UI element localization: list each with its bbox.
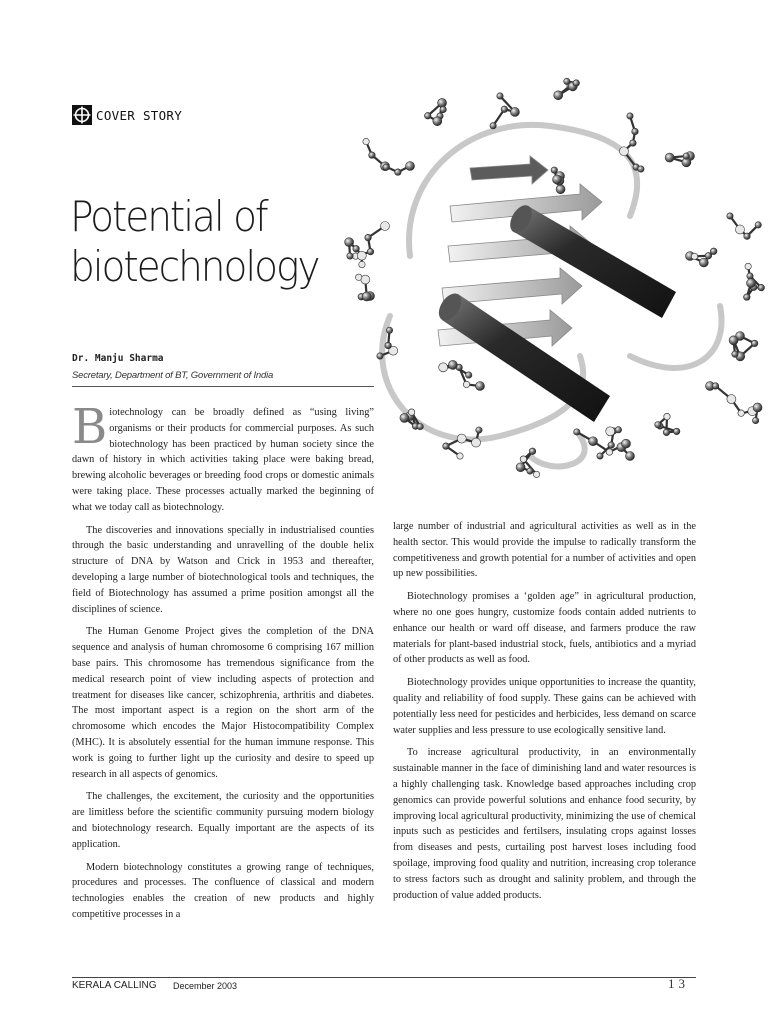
section-label: COVER STORY xyxy=(96,107,183,123)
author-title: Secretary, Department of BT, Government of India xyxy=(72,370,274,381)
paragraph: The Human Genome Project gives the completion of the DNA sequence and analysis of human chromosome 6 comprising 167 million base pairs. This chromosome has tremendous significance from the medical research point of view including aspects of protection and treatment for diseases like cancer, schizophrenia, arthritis and diabetes. The most important aspect is a region on the short arm of the chromosome which encodes the Major Histocompatibility Complex (MHC). It is absolutely essential for the human immune response. This work is going to further light up the curiosity and desire to speed up research in all aspects of genomics. xyxy=(72,626,374,780)
article-column-right xyxy=(393,519,696,910)
crosshair-icon xyxy=(72,105,92,125)
paragraph: Biotechnology can be broadly defined as “using living” organisms or their products for commercial purposes. As such biotechnology has been practiced by human society since the dawn of history in which activities taking place were baking bread, brewing alcoholic beverages or breeding food crops or domestic animals were taking place. These processes actually marked the beginning of what we today call as biotechnology. xyxy=(72,399,374,513)
protein-structure-illustration xyxy=(330,56,768,490)
paragraph: The challenges, the excitement, the curiosity and the opportunities are limitless before the scientific community pursuing modern biology and biotechnology research. Equally important are the aspects of its application. xyxy=(72,791,374,850)
paragraph: large number of industrial and agricultural activities as well as in the health sector. This would provide the impulse to radically transform the competitiveness and growth potential for a number of activities and open up new possibilities. xyxy=(393,521,696,580)
author-name: Dr. Manju Sharma xyxy=(72,353,164,364)
page-number: 13 xyxy=(668,976,689,991)
paragraph: Biotechnology promises a ‘golden age” in agricultural production, where no one goes hungry, customize foods contain added nutrients to enhance our health or ward off disease, and farmers produce the raw materials for plant-based industrial stock, fuels, antibiotics and a myriad of other products as well as food. xyxy=(393,591,696,666)
article-column-left xyxy=(72,399,374,930)
title-line-1: Potential of xyxy=(70,192,267,241)
paragraph: To increase agricultural productivity, in an environmentally sustainable manner in the face of diminishing land and water resources is a highly challenging task. Knowledge based approaches including crop genomics can provide powerful solutions and enhance food security, by improving local agricultural productivity, minimizing the use of chemical inputs such as pesticides and fertilsers, insulating crops against losses from diseases and pests, curtailing post harvest loses including food spoilage, improving food quality and nutrition, increasing crop tolerance to stress factors such as drought and salinity problem, and through the production of value added products. xyxy=(393,747,696,901)
footer-publication: KERALA CALLING xyxy=(72,980,157,991)
paragraph: Biotechnology provides unique opportunities to increase the quantity, quality and reliability of food supply. These gains can be achieved with potentially less need for pesticides and herbicides, less demand on scarce water supplies and less pressure to use ecologically sensitive land. xyxy=(393,677,696,736)
paragraph: The discoveries and innovations specially in industrialised counties through the basic understanding and unravelling of the double helix structure of DNA by Watson and Crick in 1953 and thereafter, developing a large number of biotechnological tools and techniques, the field of Biotechnology has assumed a prime position amongst all the disciplines of science. xyxy=(72,524,374,615)
section-header xyxy=(72,104,182,126)
footer-date: December 2003 xyxy=(173,981,238,991)
article-title xyxy=(70,192,368,292)
title-line-2: biotechnology xyxy=(70,242,319,291)
paragraph: Modern biotechnology constitutes a growing range of techniques, procedures and processes. The confluence of classical and modern technologies enables the creation of new products and highly competitive processes in a xyxy=(72,861,374,920)
footer-divider xyxy=(72,977,696,978)
divider xyxy=(72,386,374,387)
drop-cap: B xyxy=(72,399,108,455)
